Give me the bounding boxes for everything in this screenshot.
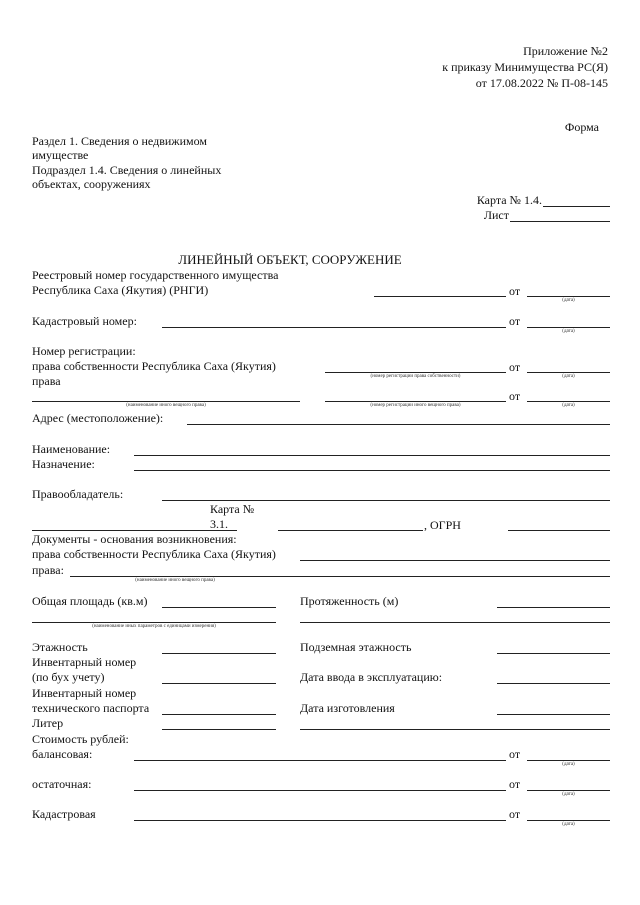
other-reg-date-field[interactable]: [527, 401, 610, 402]
cadastral-date-field[interactable]: [527, 327, 610, 328]
date-caption: (дата): [562, 762, 575, 767]
floors-field[interactable]: [162, 653, 276, 654]
document-title: ЛИНЕЙНЫЙ ОБЪЕКТ, СООРУЖЕНИЕ: [178, 252, 402, 267]
floors-label: Этажность: [32, 640, 88, 654]
cadastral-cost-date-field[interactable]: [527, 820, 610, 821]
date-caption: (дата): [562, 792, 575, 797]
from-label: от: [509, 284, 521, 298]
cadastral-label: Кадастровый номер:: [32, 314, 137, 328]
residual-date-field[interactable]: [527, 790, 610, 791]
from-label: от: [509, 360, 521, 374]
registry-label-1: Реестровый номер государственного имущества: [32, 268, 279, 282]
from-label: от: [509, 389, 521, 403]
docs-label-3: права:: [32, 563, 64, 577]
made-label: Дата изготовления: [300, 701, 395, 715]
tech-passport-label-2: технического паспорта: [32, 701, 150, 715]
ownership-reg-date-field[interactable]: [527, 372, 610, 373]
liter-extra-field[interactable]: [300, 729, 610, 730]
tech-passport-field[interactable]: [162, 714, 276, 715]
docs-ownership-field[interactable]: [300, 560, 610, 561]
made-date-field[interactable]: [497, 714, 610, 715]
order-reference: к приказу Минимущества РС(Я): [442, 60, 608, 74]
params-field[interactable]: [32, 622, 276, 623]
name-field[interactable]: [134, 455, 610, 456]
name-label: Наименование:: [32, 442, 111, 456]
cadastral-cost-label: Кадастровая: [32, 807, 96, 821]
sheet-field[interactable]: [510, 221, 610, 222]
form-label: Форма: [564, 120, 599, 134]
holder-card-number: 3.1.: [210, 517, 228, 531]
liter-label: Литер: [32, 716, 64, 730]
inventory-field[interactable]: [162, 683, 276, 684]
regnum-label-3: права: [32, 374, 61, 388]
cost-label: Стоимость рублей:: [32, 732, 129, 746]
residual-label: остаточная:: [32, 777, 92, 791]
params-value-field[interactable]: [300, 622, 610, 623]
liter-field[interactable]: [162, 729, 276, 730]
params-caption: (наименование иных параметров с единицами измерения): [92, 624, 216, 629]
purpose-label: Назначение:: [32, 457, 95, 471]
appendix-number: Приложение №2: [523, 44, 608, 58]
docs-label-1: Документы - основания возникновения:: [32, 532, 237, 546]
ogrn-label: , ОГРН: [424, 518, 461, 532]
holder-card-label: Карта №: [210, 502, 255, 516]
inventory-label-1: Инвентарный номер: [32, 655, 137, 669]
balance-date-field[interactable]: [527, 760, 610, 761]
date-caption: (дата): [562, 329, 575, 334]
regnum-label-2: права собственности Республика Саха (Якутия): [32, 359, 276, 373]
order-date: от 17.08.2022 № П-08-145: [475, 76, 608, 90]
underground-label: Подземная этажность: [300, 640, 412, 654]
holder-name-field[interactable]: [32, 530, 237, 531]
residual-field[interactable]: [134, 790, 506, 791]
docs-other-right-field[interactable]: [70, 576, 610, 577]
inventory-label-2: (по бух учету): [32, 670, 105, 684]
right-name-field[interactable]: [32, 401, 300, 402]
from-label: от: [509, 777, 521, 791]
tech-passport-label-1: Инвентарный номер: [32, 686, 137, 700]
holder-detail-field[interactable]: [278, 530, 423, 531]
regnum-label-1: Номер регистрации:: [32, 344, 136, 358]
subsection-title-2: объектах, сооружениях: [32, 177, 151, 191]
date-caption: (дата): [562, 374, 575, 379]
date-caption: (дата): [562, 403, 575, 408]
purpose-field[interactable]: [134, 470, 610, 471]
date-caption: (дата): [562, 822, 575, 827]
docs-other-right-caption: (наименование иного вещного права): [135, 578, 215, 583]
sheet-label: Лист: [483, 208, 509, 222]
length-field[interactable]: [497, 607, 610, 608]
balance-field[interactable]: [134, 760, 506, 761]
balance-label: балансовая:: [32, 747, 93, 761]
cadastral-number-field[interactable]: [162, 327, 506, 328]
section-title-1: Раздел 1. Сведения о недвижимом: [32, 134, 207, 148]
ogrn-field[interactable]: [508, 530, 610, 531]
from-label: от: [509, 314, 521, 328]
card-number-label: Карта № 1.4.: [476, 193, 542, 207]
underground-field[interactable]: [497, 653, 610, 654]
area-field[interactable]: [162, 607, 276, 608]
date-caption: (дата): [562, 298, 575, 303]
registry-date-field[interactable]: [527, 296, 610, 297]
section-title-2: имуществе: [32, 148, 89, 162]
registry-label-2: Республика Саха (Якутия) (РНГИ): [32, 283, 209, 297]
commission-label: Дата ввода в эксплуатацию:: [300, 670, 443, 684]
card-number-field[interactable]: [543, 206, 610, 207]
subsection-title-1: Подраздел 1.4. Сведения о линейных: [32, 163, 222, 177]
from-label: от: [509, 807, 521, 821]
from-label: от: [509, 747, 521, 761]
address-field[interactable]: [187, 424, 610, 425]
commission-date-field[interactable]: [497, 683, 610, 684]
other-reg-caption: (номер регистрации иного вещного права): [370, 403, 461, 408]
docs-label-2: права собственности Республика Саха (Якутия): [32, 547, 276, 561]
cadastral-cost-field[interactable]: [134, 820, 506, 821]
registry-number-field[interactable]: [374, 296, 506, 297]
holder-label: Правообладатель:: [32, 487, 124, 501]
holder-field[interactable]: [162, 500, 610, 501]
area-label: Общая площадь (кв.м): [32, 594, 148, 608]
other-reg-field[interactable]: [325, 401, 506, 402]
right-name-caption: (наименование иного вещного права): [126, 403, 206, 408]
ownership-reg-field[interactable]: [325, 372, 506, 373]
ownership-reg-caption: (номер регистрации права собственности): [370, 374, 461, 379]
length-label: Протяженность (м): [300, 594, 399, 608]
address-label: Адрес (местоположение):: [32, 411, 164, 425]
